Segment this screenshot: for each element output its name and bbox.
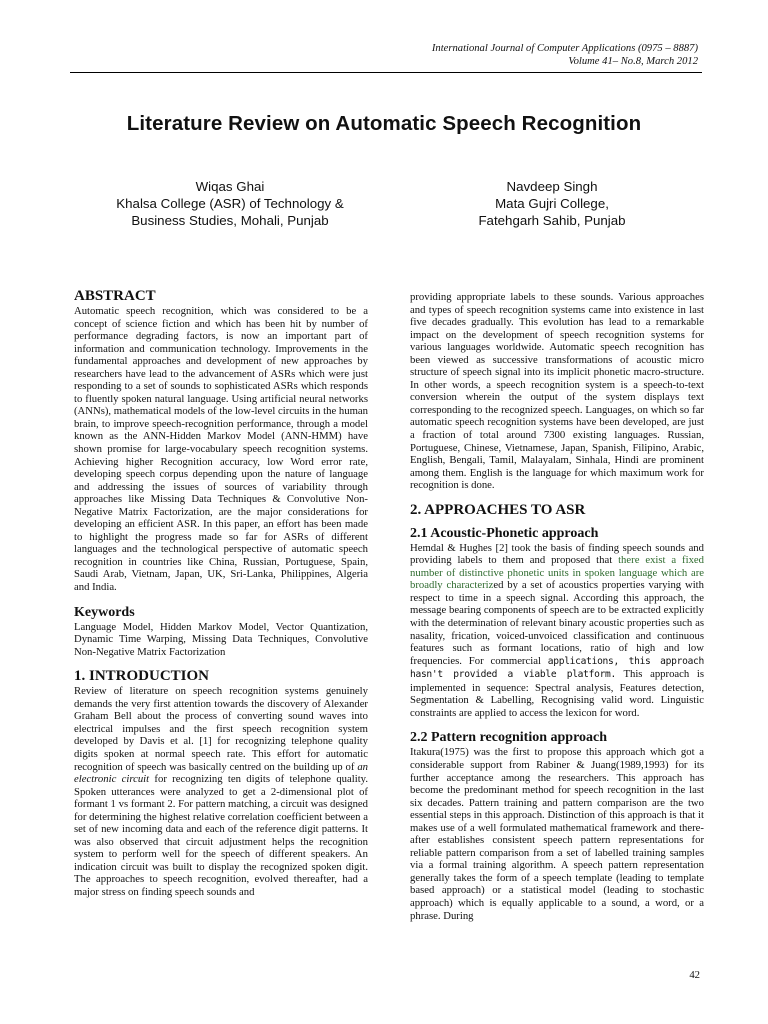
introduction-text <box>74 685 368 898</box>
keywords-heading: Keywords <box>74 604 135 620</box>
abstract-heading: ABSTRACT <box>74 288 156 304</box>
acoustic-text-part: Hemdal & Hughes [2] took the basis of finding speech sounds and providing labels to them and proposed that <box>410 541 704 567</box>
author-block-1 <box>70 178 390 229</box>
approaches-heading: 2. APPROACHES TO ASR <box>410 501 586 518</box>
author-affiliation-line: Khalsa College (ASR) of Technology & <box>116 196 344 211</box>
introduction-heading: 1. INTRODUCTION <box>74 668 210 685</box>
author-affiliation-line: Mata Gujri College, <box>495 196 609 211</box>
acoustic-typewriter-text: applications, this approach hasn't provided a viable platform. <box>410 655 704 681</box>
paper-title: Literature Review on Automatic Speech Recognition <box>126 112 642 135</box>
author-name: Wiqas Ghai <box>195 179 265 194</box>
acoustic-text-part: This approach is implemented in sequence: Spectral analysis, Features detection, Segmentation & Labelling, Recognising valid word. Linguistic constraints are applied to access the lexicon for word. <box>410 668 704 719</box>
acoustic-highlighted-text: there exist a fixed number of distinctive phonetic units in spoken language which are broadly characteriz <box>410 554 705 592</box>
introduction-emphasis: an electronic circuit <box>74 760 368 786</box>
acoustic-text-part: ed by a set of acoustics properties varying with respect to time in a speech signal. According this approach, the message bearing components of speech are to be extracted explicitly with the determination of relevant binary acoustic properties such as nasality, frication, voiced-unvoiced classification and continuous features such as formant locations, ratio of high and low frequencies. For commercial <box>410 579 704 667</box>
author-name: Navdeep Singh <box>506 179 598 194</box>
header-rule <box>70 72 702 73</box>
right-column <box>410 291 704 922</box>
pattern-recognition-heading: 2.2 Pattern recognition approach <box>410 730 608 746</box>
pattern-recognition-text: Itakura(1975) was the first to propose this approach which got a considerable support from Rabiner & Juang(1989,1993) for its further acceptance among the researchers. This approach has become the predominant method for speech recognition in the last six decades. Pattern training and pattern comparison are the two essential steps in this approach. Distinction of this approach is that it makes use of a well formulated mathematical framework and there-after establishes consistent speech pattern representations for reliable pattern comparison from a set of labelled training samples via a formal training algorithm. A speech pattern representation generally takes the form of a speech template (leading to template based approach) or a statistical model (leading to stochastic approach) which is equally applicable to a sound, a word, or a phrase. During <box>410 746 704 922</box>
journal-header <box>432 42 698 68</box>
journal-name: International Journal of Computer Applications (0975 – 8887) <box>431 43 698 54</box>
page-number: 42 <box>689 969 700 981</box>
acoustic-phonetic-heading: 2.1 Acoustic-Phonetic approach <box>410 525 599 541</box>
keywords-text: Language Model, Hidden Markov Model, Vector Quantization, Dynamic Time Warping, Missing Data Techniques, Convolutive Non-Negative Matrix Factorization <box>74 620 368 658</box>
left-column <box>74 288 368 899</box>
author-block-2 <box>402 178 702 229</box>
acoustic-phonetic-text <box>410 542 704 720</box>
author-affiliation-line: Business Studies, Mohali, Punjab <box>131 213 329 228</box>
journal-volume: Volume 41– No.8, March 2012 <box>568 56 698 68</box>
abstract-text: Automatic speech recognition, which was considered to be a concept of science fiction and which has been hit by number of performance degrading factors, is now an important part of information and communication technology. Improvements in the fundamental approaches and development of new approaches by researchers have lead to the advancement of ASRs which were just responding to a set of sounds to sophisticated ASRs which responds to fluently spoken natural language. Using artificial neural networks (ANNs), mathematical models of the low-level circuits in the human brain, to improve speech-recognition performance, through a model known as the ANN-Hidden Markov Model (ANN-HMM) have shown promise for large-vocabulary speech recognition systems. Achieving higher Recognition accuracy, low Word error rate, developing speech corpus depending upon the nature of language and addressing the issues of sources of variability through approaches like Missing Data Techniques & Convolutive Non-Negative Matrix Factorization, are the major considerations for developing an efficient ASR. In this paper, an effort has been made to highlight the progress made so far for ASRs of different languages and the technological perspective of automatic speech recognition in countries like China, Russian, Portuguese, Spain, Saudi Arab, Vietnam, Japan, UK, Sri-Lanka, Philippines, Algeria and India. <box>74 305 368 594</box>
author-affiliation-line: Fatehgarh Sahib, Punjab <box>478 213 626 228</box>
introduction-continued-text: providing appropriate labels to these sounds. Various approaches and types of speech recognition systems came into existence in last five decades gradually. This evolution has lead to a remarkable impact on the development of speech recognition systems for various languages worldwide. Automatic speech recognition has been viewed as successive transformations of acoustic micro structure of speech signal into its implicit phonetic macro-structure. In other words, a speech recognition system is a speech-to-text conversion wherein the output of the system displays text corresponding to the recognized speech. Languages, on which so far automatic speech recognition systems have been developed, are just a fraction of total around 7300 existing languages. Russian, Portuguese, Chinese, Vietnamese, Japan, Spanish, Filipino, Arabic, English, Bengali, Tamil, Malayalam, Sinhala, Hindi are prominent among them. English is the language for which maximum work for recognition is done. <box>410 291 704 492</box>
introduction-text-part: Review of literature on speech recognition systems genuinely demands the very first attention towards the discovery of Alexander Graham Bell about the process of converting sound waves into electrical impulses and the first speech recognition system developed by Davis et al. [1] for recognizing telephone quality digits spoken at normal speech rate. This effort for automatic recognition of speech was basically centred on the building up of <box>74 685 368 773</box>
introduction-text-part: for recognizing ten digits of telephone quality. Spoken utterances were analyzed to get a 2-dimensional plot of formant 1 vs formant 2. For pattern matching, a circuit was designed for determining the highest relative correlation coefficient between a set of new incoming data and each of the reference digit patterns. It was also observed that circuit adjustment helps the recognition system to perform well for the speech of different speakers. An indication circuit was built to display the recognized spoken digit. The approaches to speech recognition, evolved thereafter, had a major stress on finding speech sounds and <box>74 773 368 898</box>
